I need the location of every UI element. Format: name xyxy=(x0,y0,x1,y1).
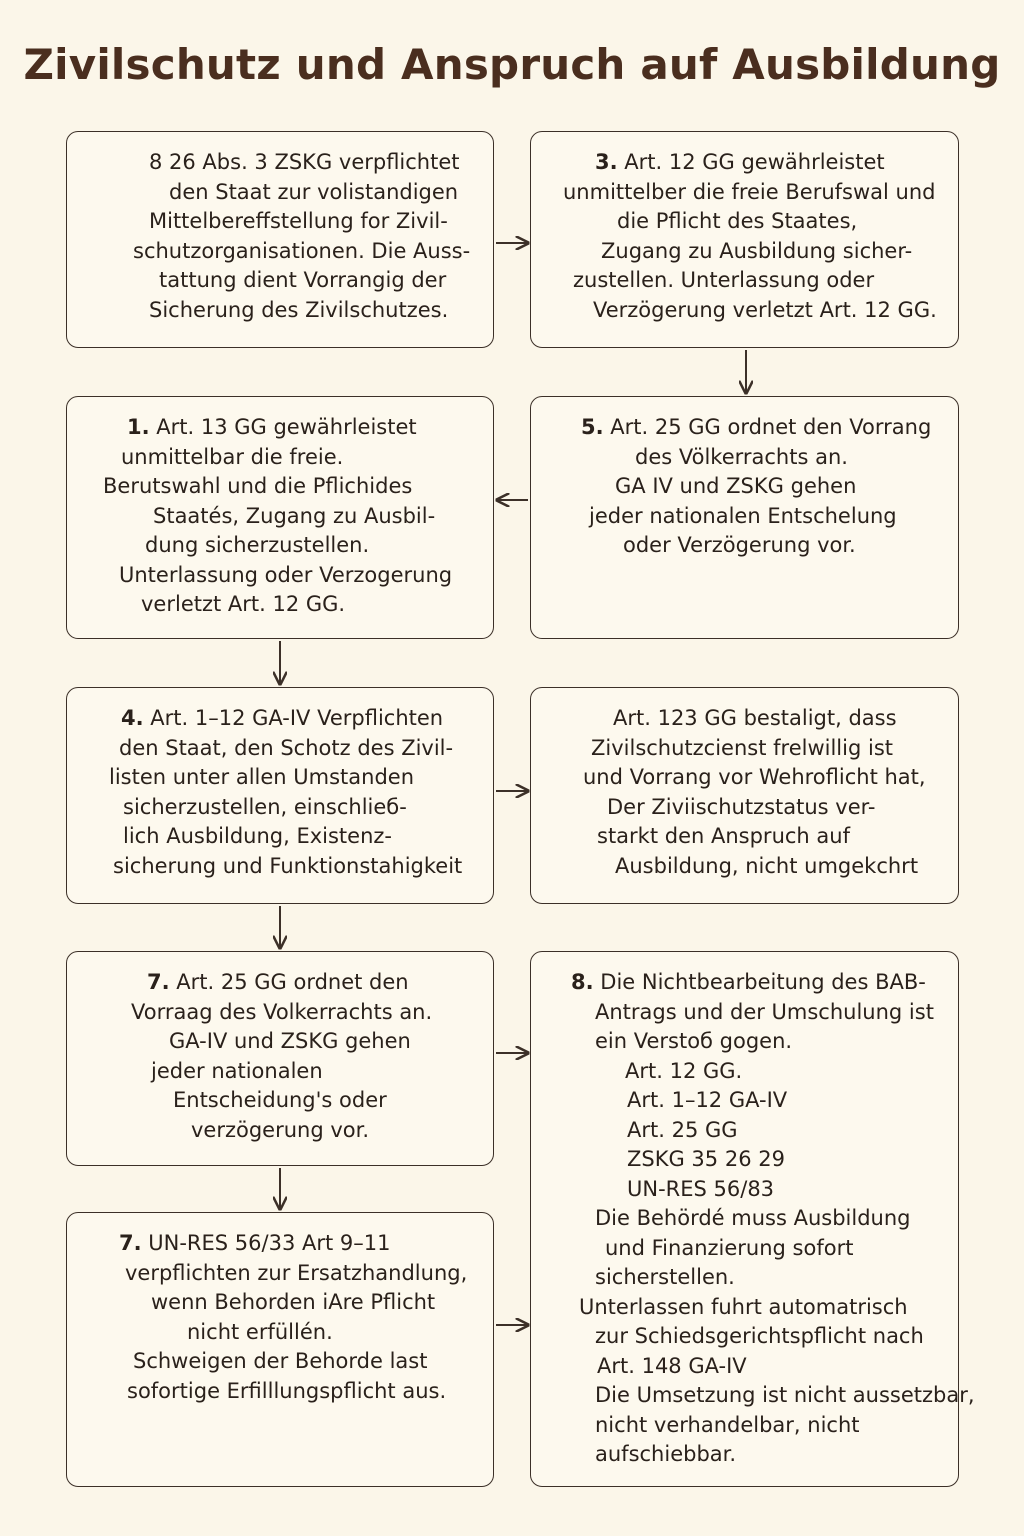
box-line: Schweigen der Behorde last xyxy=(133,1349,428,1373)
box-line: oder Verzögerung vor. xyxy=(623,533,856,557)
box-line: Die Umsetzung ist nicht aussetzbar, xyxy=(595,1383,975,1407)
box-line: Berutswahl und die Pflichides xyxy=(103,474,413,498)
box-line: nicht verhandelbar, nicht xyxy=(595,1412,860,1437)
box-line: starkt den Anspruch auf xyxy=(597,824,850,848)
box-line: Zugang zu Ausbildung sicher- xyxy=(601,238,913,263)
box-line: Die Behördé muss Ausbildung xyxy=(595,1206,911,1230)
box-line: Ausbildung, nicht umgekchrt xyxy=(615,853,919,878)
box-line: Unterlassen fuhrt automatrisch xyxy=(579,1294,908,1319)
box-line: 8 26 Abs. 3 ZSKG verpflichtet xyxy=(149,150,460,174)
box-line: Mittelbereffstellung for Zivil- xyxy=(149,209,448,233)
box-line: jeder nationalen xyxy=(151,1058,323,1083)
box-line: GA-IV und ZSKG gehen xyxy=(169,1029,411,1053)
box-line: jeder nationalen Entschelung xyxy=(589,503,897,528)
box-line: nicht erfüllén. xyxy=(187,1319,333,1344)
box-line: verpflichten zur Ersatzhandlung, xyxy=(125,1260,468,1285)
page-title: Zivilschutz und Anspruch auf Ausbildung xyxy=(23,40,1001,89)
box-line: Art. 1–12 GA-IV xyxy=(627,1088,788,1112)
box-line: ein Verstoб gogen. xyxy=(595,1029,793,1053)
box-line: Staatés, Zugang zu Ausbil- xyxy=(153,503,436,528)
box-line: 3. Art. 12 GG gewährleistet xyxy=(595,150,885,174)
box-line: ZSKG 35 26 29 xyxy=(627,1147,785,1171)
box-line: sicherzustellen, einschlieб- xyxy=(123,794,407,819)
box-line: 7. Art. 25 GG ordnet den xyxy=(147,970,409,994)
box-line: des Völkerrachts an. xyxy=(635,444,848,469)
box-line: verletzt Art. 12 GG. xyxy=(141,592,346,616)
box-line: Vorraag des Volkerrachts an. xyxy=(131,999,433,1024)
box-line: Unterlassung oder Verzogerung xyxy=(119,562,453,587)
box-line: schutzorganisationen. Die Auss- xyxy=(133,238,471,263)
box-line: Antrags und der Umschulung ist xyxy=(595,999,934,1024)
box-line: den Staat, den Schotz des Zivil- xyxy=(119,735,454,760)
box-line: tattung dient Vorrangig der xyxy=(159,268,447,292)
box-line: wenn Behorden iAre Pflicht xyxy=(151,1290,436,1314)
box-line: den Staat zur volistandigen xyxy=(169,179,459,204)
box-line: GA IV und ZSKG gehen xyxy=(615,474,857,498)
box-line: sofortige Erfilllungspflicht aus. xyxy=(127,1378,447,1403)
box-line: aufschiebbar. xyxy=(595,1442,737,1466)
box-line: und Vorrang vor Wehroflicht hat, xyxy=(583,765,926,789)
box-line: 5. Art. 25 GG ordnet den Vorrang xyxy=(581,415,932,439)
box-line: zustellen. Unterlassung oder xyxy=(573,268,875,292)
box-line: UN-RES 56/83 xyxy=(627,1176,775,1201)
box-line: Der Ziviischutzstatus ver- xyxy=(607,794,876,819)
box-line: unmittelbar die freie. xyxy=(121,444,344,469)
box-line: Entscheidung's oder xyxy=(173,1088,387,1112)
box-line: 7. UN-RES 56/33 Art 9–11 xyxy=(119,1231,391,1255)
box-line: sicherstellen. xyxy=(595,1265,735,1289)
box-line: Sicherung des Zivilschutzes. xyxy=(149,297,449,322)
box-line: sicherung und Funktionstahigkeit xyxy=(113,853,463,878)
box-line: 1. Art. 13 GG gewährleistet xyxy=(127,415,417,439)
box-line: 8. Die Nichtbearbeitung des BAB- xyxy=(571,970,926,994)
box-line: dung sicherzustellen. xyxy=(145,533,370,557)
box-line: Art. 12 GG. xyxy=(625,1058,743,1083)
box-line: 4. Art. 1–12 GA-IV Verpflichten xyxy=(121,706,444,730)
box-line: Verzögerung verletzt Art. 12 GG. xyxy=(593,297,937,322)
box-line: Art. 123 GG bestaligt, dass xyxy=(613,706,897,730)
box-line: Art. 148 GA-IV xyxy=(597,1353,747,1378)
box-line: die Pflicht des Staates, xyxy=(617,209,858,233)
box-line: Zivilschutzcienst frelwillig ist xyxy=(591,735,893,760)
box-line: unmittelber die freie Berufswal und xyxy=(563,179,936,204)
box-line: und Finanzierung sofort xyxy=(605,1235,854,1260)
box-line: zur Schiedsgerichtspflicht nach xyxy=(595,1324,924,1348)
box-line: lich Ausbildung, Existenz- xyxy=(123,824,392,848)
box-line: Art. 25 GG xyxy=(627,1117,738,1142)
box-line: verzögerung vor. xyxy=(191,1117,370,1142)
box-line: listen unter allen Umstanden xyxy=(109,765,415,789)
